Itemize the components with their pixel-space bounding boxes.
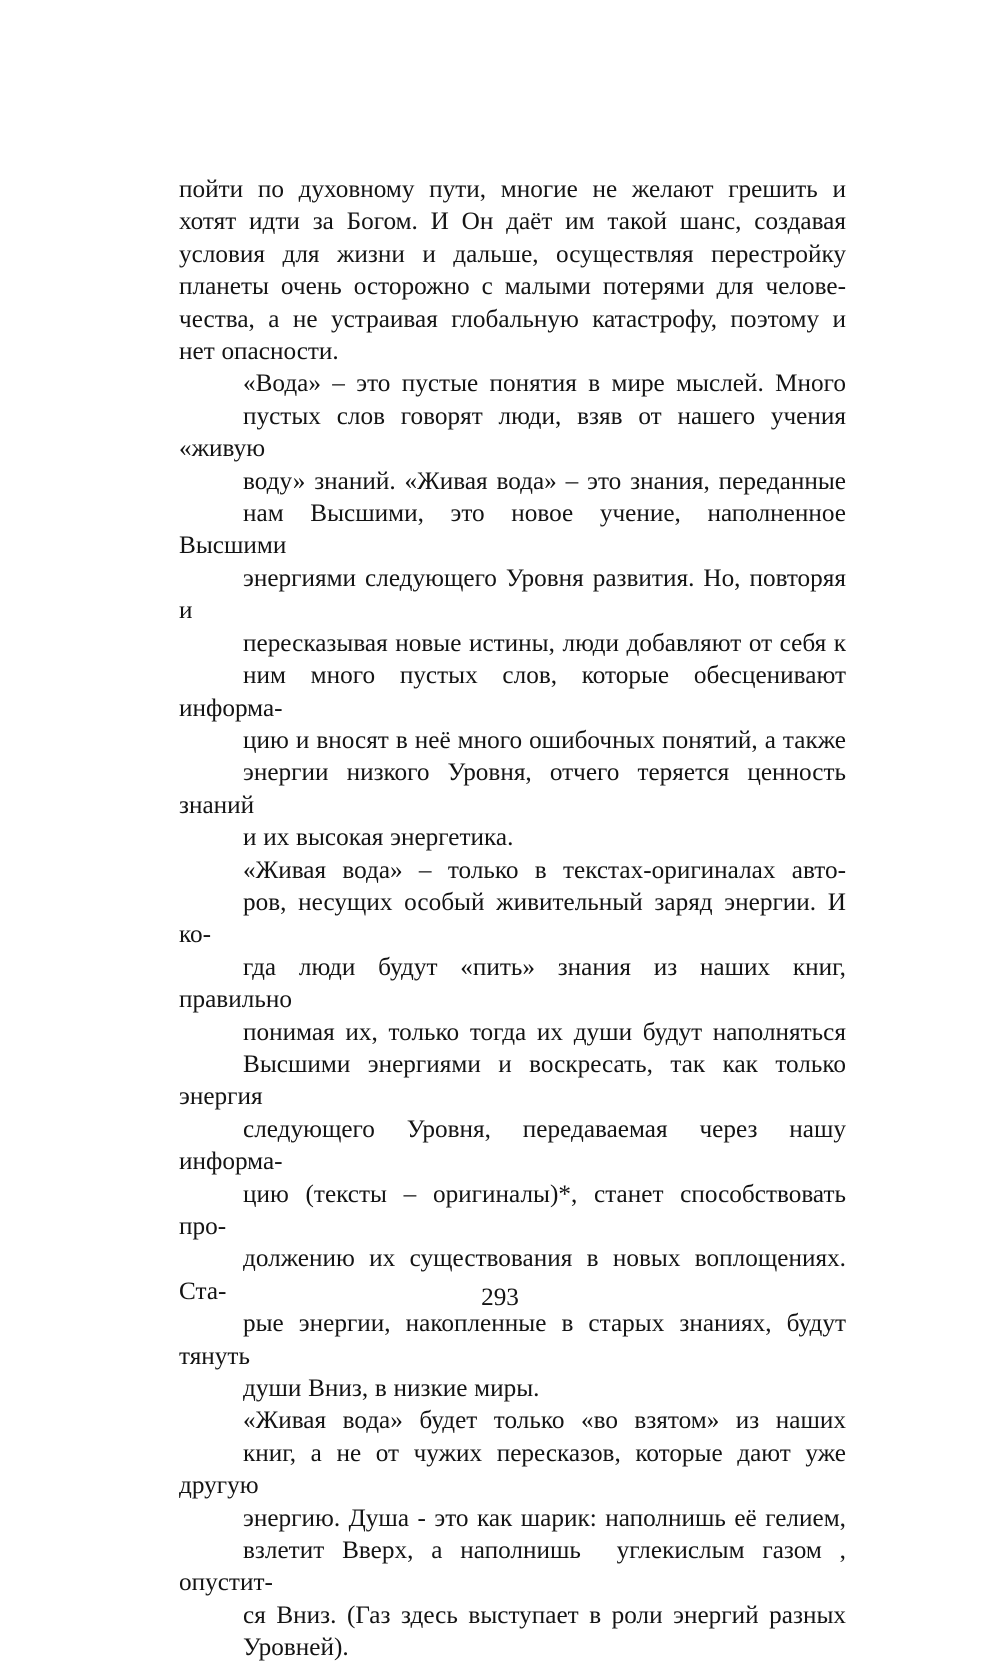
text-line: ров, несущих особый живительный заряд энергии. И ко-	[179, 888, 853, 949]
text-line: гда люди будут «пить» знания из наших книг, правильно	[179, 953, 853, 1014]
text-line: ся Вниз. (Газ здесь выступает в роли энергий разных	[243, 1601, 846, 1629]
text-line: цию (тексты – оригиналы)*, станет способствовать про-	[179, 1180, 853, 1240]
text-line: энергиями следующего Уровня развития. Но, повторяя и	[179, 564, 853, 625]
text-line: рые энергии, накопленные в старых знаниях, будут тянуть	[179, 1310, 853, 1370]
text-line: воду» знаний. «Живая вода» – это знания, переданные	[243, 467, 846, 495]
text-line: энергию. Душа - это как шарик: наполнишь её гелием,	[243, 1504, 846, 1532]
text-line: души Вниз, в низкие миры.	[243, 1375, 540, 1403]
text-line: и их высокая энергетика.	[243, 824, 514, 852]
text-line: Высшими энергиями и воскресать, так как только энергия	[179, 1050, 853, 1111]
text-line: чества, а не устраивая глобальную катастрофу, поэтому и	[179, 305, 846, 333]
paragraph-continued	[179, 174, 846, 368]
text-line: взлетит Вверх, а наполнишь углекислым газом , опустит-	[179, 1537, 853, 1597]
text-line: ним много пустых слов, которые обесценивают информа-	[179, 662, 853, 722]
text-line: пересказывая новые истины, люди добавляют от себя к	[243, 629, 846, 657]
page-number: 293	[481, 1284, 519, 1311]
text-line: «Живая вода» будет только «во взятом» из наших	[243, 1407, 846, 1435]
text-line: следующего Уровня, передаваемая через нашу информа-	[179, 1115, 853, 1176]
text-line: нам Высшими, это новое учение, наполненное Высшими	[179, 500, 853, 560]
paragraph-zhivaya-voda-originals	[179, 855, 853, 1406]
text-line: планеты очень осторожно с малыми потерями для челове-	[179, 273, 846, 301]
text-column	[179, 174, 853, 1665]
text-line: энергии низкого Уровня, отчего теряется ценность знаний	[179, 759, 853, 819]
paragraph-vo-vzyatom	[179, 1405, 853, 1664]
text-line: «Живая вода» – только в текстах-оригиналах авто-	[243, 856, 846, 884]
text-line: книг, а не от чужих пересказов, которые дают уже другую	[179, 1439, 853, 1500]
paragraph-voda	[179, 368, 853, 854]
text-line: должению их существования в новых воплощениях. Ста-	[179, 1245, 853, 1305]
text-line: пустых слов говорят люди, взяв от нашего учения «живую	[179, 402, 853, 463]
text-line: Уровней).	[243, 1634, 349, 1662]
text-line: условия для жизни и дальше, осуществляя перестройку	[179, 240, 846, 268]
text-line: нет опасности.	[179, 338, 339, 366]
text-line: пойти по духовному пути, многие не желают грешить и	[179, 176, 846, 203]
text-line: «Вода» – это пустые понятия в мире мыслей. Много	[243, 370, 846, 398]
text-line: цию и вносят в неё много ошибочных понятий, а также	[243, 726, 846, 754]
text-line: хотят идти за Богом. И Он даёт им такой шанс, создавая	[179, 208, 846, 236]
text-line: понимая их, только тогда их души будут наполняться	[243, 1018, 846, 1046]
